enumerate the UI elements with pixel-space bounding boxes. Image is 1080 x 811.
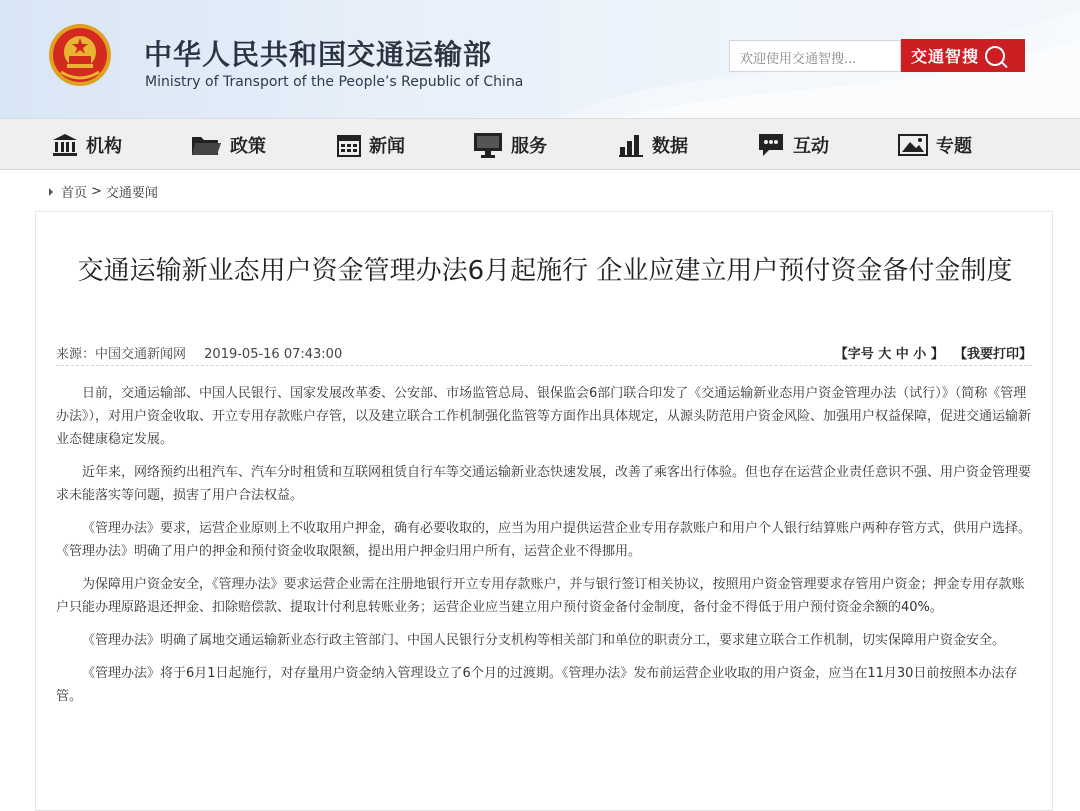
nav-item-news[interactable] — [337, 119, 405, 171]
nav-item-services[interactable] — [473, 119, 547, 171]
site-title[interactable]: 中华人民共和国交通运输部 — [144, 38, 493, 71]
breadcrumb-current-link[interactable]: 交通要闻 — [105, 186, 158, 201]
article-paragraph: 为保障用户资金安全，《管理办法》要求运营企业需在注册地银行开立专用存款账户，并与银行签订相关协议，按照用户资金管理要求存管用户资金；押金专用存款账户只能办理原路退还押金、扣除赔偿款、提取计付利息转账业务；运营企业应当建立用户预付资金备付金制度，备付金不得低于用户预付资金余额的40%。 — [56, 577, 1025, 615]
meta-divider — [56, 365, 1032, 366]
article-paragraph: 近年来，网络预约出租汽车、汽车分时租赁和互联网租赁自行车等交通运输新业态快速发展，改善了乘客出行体验。但也存在运营企业责任意识不强、用户资金管理要求未能落实等问题，损害了用户合法权益。 — [56, 465, 1032, 503]
search-icon — [985, 46, 1005, 66]
national-emblem-icon[interactable] — [47, 22, 113, 88]
breadcrumb-separator: > — [91, 184, 102, 199]
chat-bubble-icon — [757, 132, 785, 158]
nav-label: 新闻 — [369, 136, 405, 157]
article-source: 来源：中国交通新闻网 — [56, 347, 187, 362]
site-header — [0, 0, 1080, 118]
nav-label: 服务 — [511, 136, 547, 157]
bar-chart-icon — [618, 133, 644, 157]
building-icon — [52, 133, 78, 157]
article-meta — [56, 343, 1032, 362]
search-button[interactable] — [901, 39, 1025, 72]
main-nav — [0, 118, 1080, 170]
nav-label: 专题 — [936, 136, 972, 157]
nav-item-interaction[interactable] — [757, 119, 829, 171]
image-icon — [898, 133, 928, 157]
monitor-icon — [473, 132, 503, 158]
nav-item-policy[interactable] — [190, 119, 266, 171]
site-subtitle: Ministry of Transport of the People’s Republic of China — [145, 74, 524, 90]
breadcrumb — [49, 182, 162, 201]
nav-item-institutions[interactable] — [52, 119, 122, 171]
nav-label: 机构 — [86, 136, 122, 157]
article-title: 交通运输新业态用户资金管理办法6月起施行 企业应建立用户预付资金备付金制度 — [77, 256, 1013, 286]
search-button-label: 交通智搜 — [911, 47, 980, 66]
article-paragraph: 《管理办法》明确了属地交通运输新业态行政主管部门、中国人民银行分支机构等相关部门和单位的职责分工，要求建立联合工作机制，切实保障用户资金安全。 — [82, 633, 1006, 648]
nav-item-data[interactable] — [618, 119, 688, 171]
article-date: 2019-05-16 07:43:00 — [204, 347, 343, 362]
article-card — [35, 211, 1053, 811]
calendar-icon — [337, 133, 361, 157]
article-paragraph: 《管理办法》要求，运营企业原则上不收取用户押金，确有必要收取的，应当为用户提供运营企业专用存款账户和用户个人银行结算账户两种存管方式，供用户选择。《管理办法》明确了用户的押金和预付资金收取限额，提出用户押金归用户所有，运营企业不得挪用。 — [56, 521, 1032, 559]
article-paragraph: 《管理办法》将于6月1日起施行，对存量用户资金纳入管理设立了6个月的过渡期。《管理办法》发布前运营企业收取的用户资金，应当在11月30日前按照本办法存管。 — [56, 666, 1018, 704]
article-paragraph: 日前，交通运输部、中国人民银行、国家发展改革委、公安部、市场监管总局、银保监会6部门联合印发了《交通运输新业态用户资金管理办法（试行）》（简称《管理办法》），对用户资金收取、开立专用存款账户存管，以及建立联合工作机制强化监管等方面作出具体规定，从源头防范用户资金风险、加强用户权益保障，促进交通运输新业态健康稳定发展。 — [56, 386, 1032, 447]
article-body — [56, 382, 1032, 718]
font-size-control[interactable]: 【字号 大 中 小 】 — [834, 347, 944, 362]
print-button[interactable]: 【我要打印】 — [953, 347, 1032, 362]
nav-item-topics[interactable] — [898, 119, 972, 171]
nav-label: 数据 — [652, 136, 688, 157]
folder-icon — [190, 133, 222, 157]
nav-label: 政策 — [230, 136, 266, 157]
breadcrumb-arrow-icon — [49, 188, 53, 196]
nav-label: 互动 — [793, 136, 829, 157]
search-input[interactable]: 欢迎使用交通智搜... — [729, 40, 901, 72]
article-tools — [835, 343, 1032, 362]
breadcrumb-home-link[interactable]: 首页 — [61, 186, 88, 201]
